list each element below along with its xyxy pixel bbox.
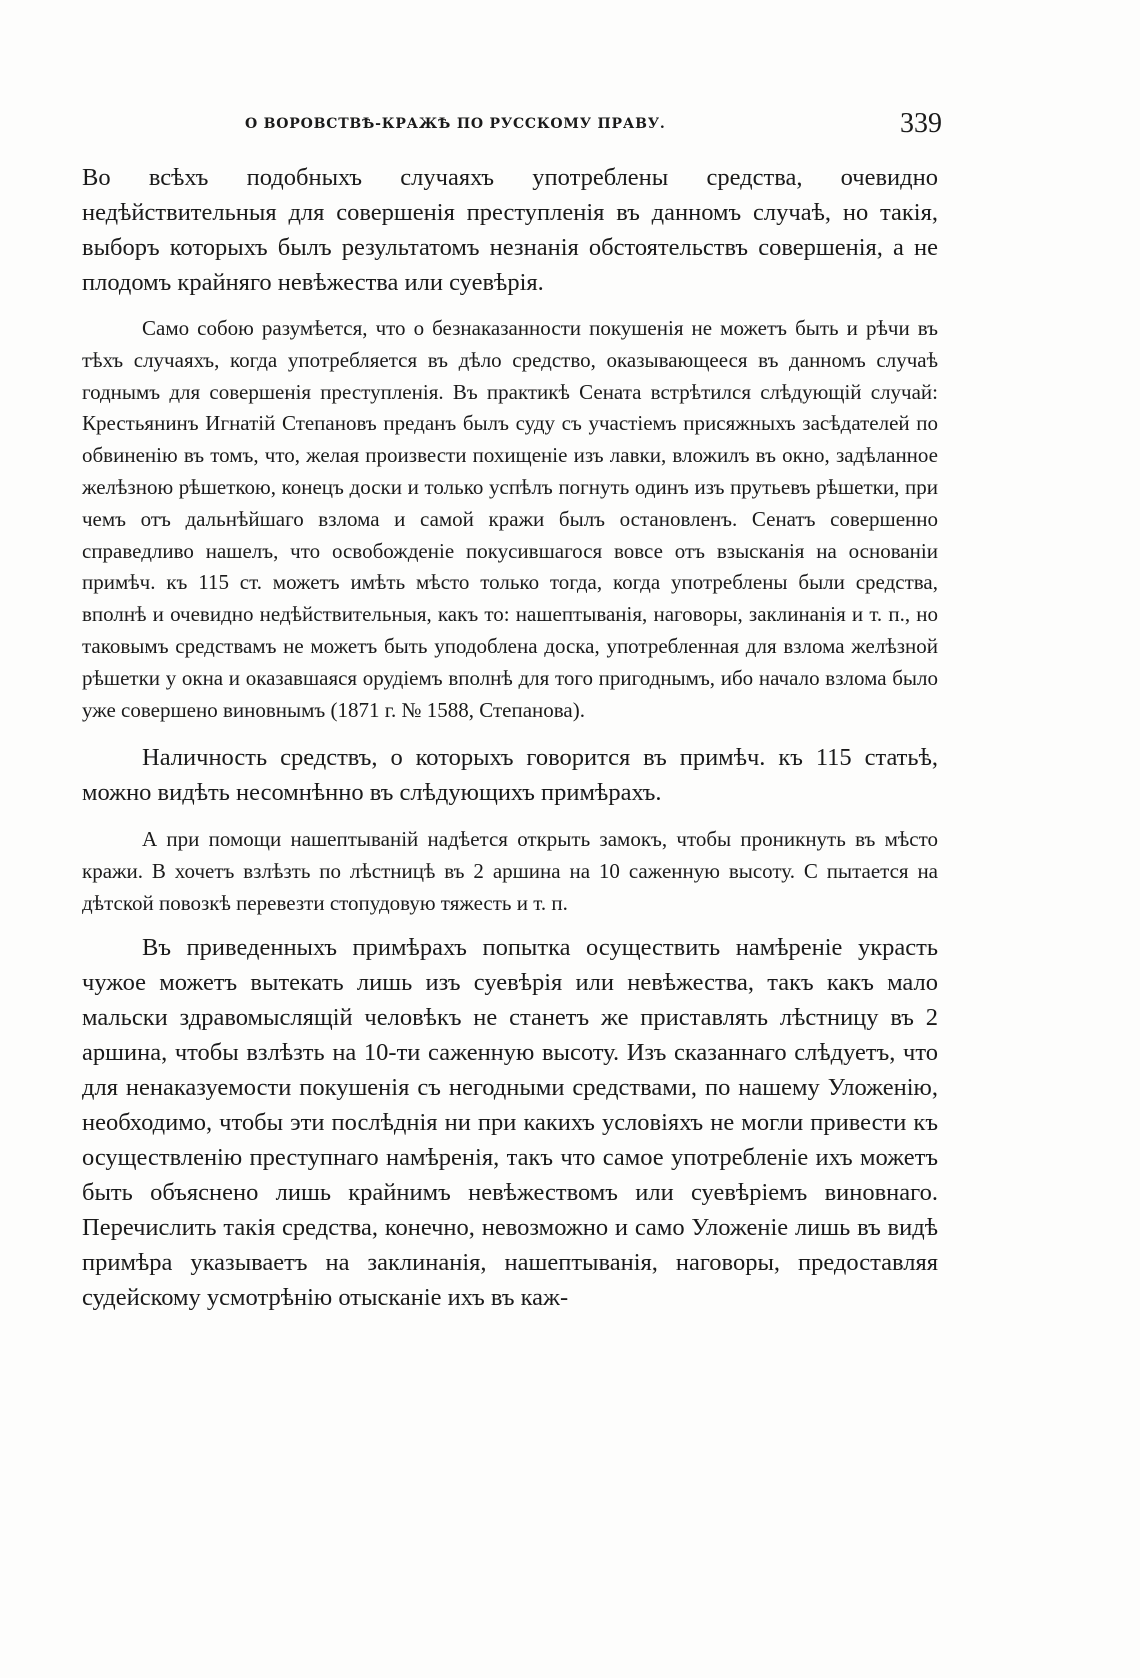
body-text — [82, 160, 938, 1315]
running-head — [80, 110, 940, 140]
paragraph-3: Наличность средствъ, о которыхъ говорится въ примѣч. къ 115 статьѣ, можно видѣть несомнѣнно въ слѣдующихъ примѣрахъ. — [82, 744, 938, 807]
page-number: 339 — [900, 108, 942, 139]
paragraph-2: Само собою разумѣется, что о безнаказанности покушенія не можетъ быть и рѣчи въ тѣхъ случаяхъ, когда употребляется въ дѣло средство, оказывающееся въ данномъ случаѣ годнымъ для совершенія преступленія. Въ практикѣ Сената встрѣтился слѣдующій случай: Крестьянинъ Игнатій Степановъ преданъ былъ суду съ участіемъ присяжныхъ засѣдателей по обвиненію въ томъ, что, желая произвести похищеніе изъ лавки, вложилъ въ окно, задѣланное желѣзною рѣшеткою, конецъ доски и только успѣлъ погнуть одинъ изъ прутьевъ рѣшетки, при чемъ отъ дальнѣйшаго взлома и самой кражи былъ остановленъ. Сенатъ совершенно справедливо нашелъ, что освобожденіе покусившагося вовсе отъ взысканія на основаніи примѣч. къ 115 ст. можетъ имѣть мѣсто только тогда, когда употреблены были средства, вполнѣ и очевидно недѣйствительныя, какъ то: нашептыванія, наговоры, заклинанія и т. п., но таковымъ средствамъ не можетъ быть уподоблена доска, употребленная для взлома желѣзной рѣшетки у окна и оказавшаяся орудіемъ вполнѣ для того пригоднымъ, ибо начало взлома было уже совершено виновнымъ (1871 г. № 1588, Степанова). — [82, 316, 938, 722]
paragraph-1: Во всѣхъ подобныхъ случаяхъ употреблены средства, очевидно недѣйствительныя для совершенія преступленія въ данномъ случаѣ, но такія, выборъ которыхъ былъ результатомъ незнанія обстоятельствъ совершенія, а не плодомъ крайняго невѣжества или суевѣрія. — [82, 164, 938, 296]
paragraph-4: А при помощи нашептываній надѣется открыть замокъ, чтобы проникнуть въ мѣсто кражи. В хочетъ взлѣзть по лѣстницѣ въ 2 аршина на 10 саженную высоту. С пытается на дѣтской повозкѣ перевезти стопудовую тяжесть и т. п. — [82, 827, 938, 915]
running-title: О ВОРОВСТВѢ-КРАЖѢ ПО РУССКОМУ ПРАВУ. — [245, 116, 666, 132]
paragraph-5: Въ приведенныхъ примѣрахъ попытка осуществить намѣреніе украсть чужое можетъ вытекать лишь изъ суевѣрія или невѣжества, такъ какъ мало мальски здравомыслящій человѣкъ не станетъ же приставлять лѣстницу въ 2 аршина, чтобы взлѣзть на 10-ти саженную высоту. Изъ сказаннаго слѣдуетъ, что для ненаказуемости покушенія съ негодными средствами, по нашему Уложенію, необходимо, чтобы эти послѣднія ни при какихъ условіяхъ не могли привести къ осуществленію преступнаго намѣренія, такъ что самое употребленіе ихъ можетъ быть объяснено лишь крайнимъ невѣжествомъ или суевѣріемъ виновнаго. Перечислить такія средства, конечно, невозможно и само Уложеніе лишь въ видѣ примѣра указываетъ на заклинанія, нашептыванія, наговоры, предоставляя судейскому усмотрѣнію отысканіе ихъ въ каж- — [82, 933, 938, 1311]
